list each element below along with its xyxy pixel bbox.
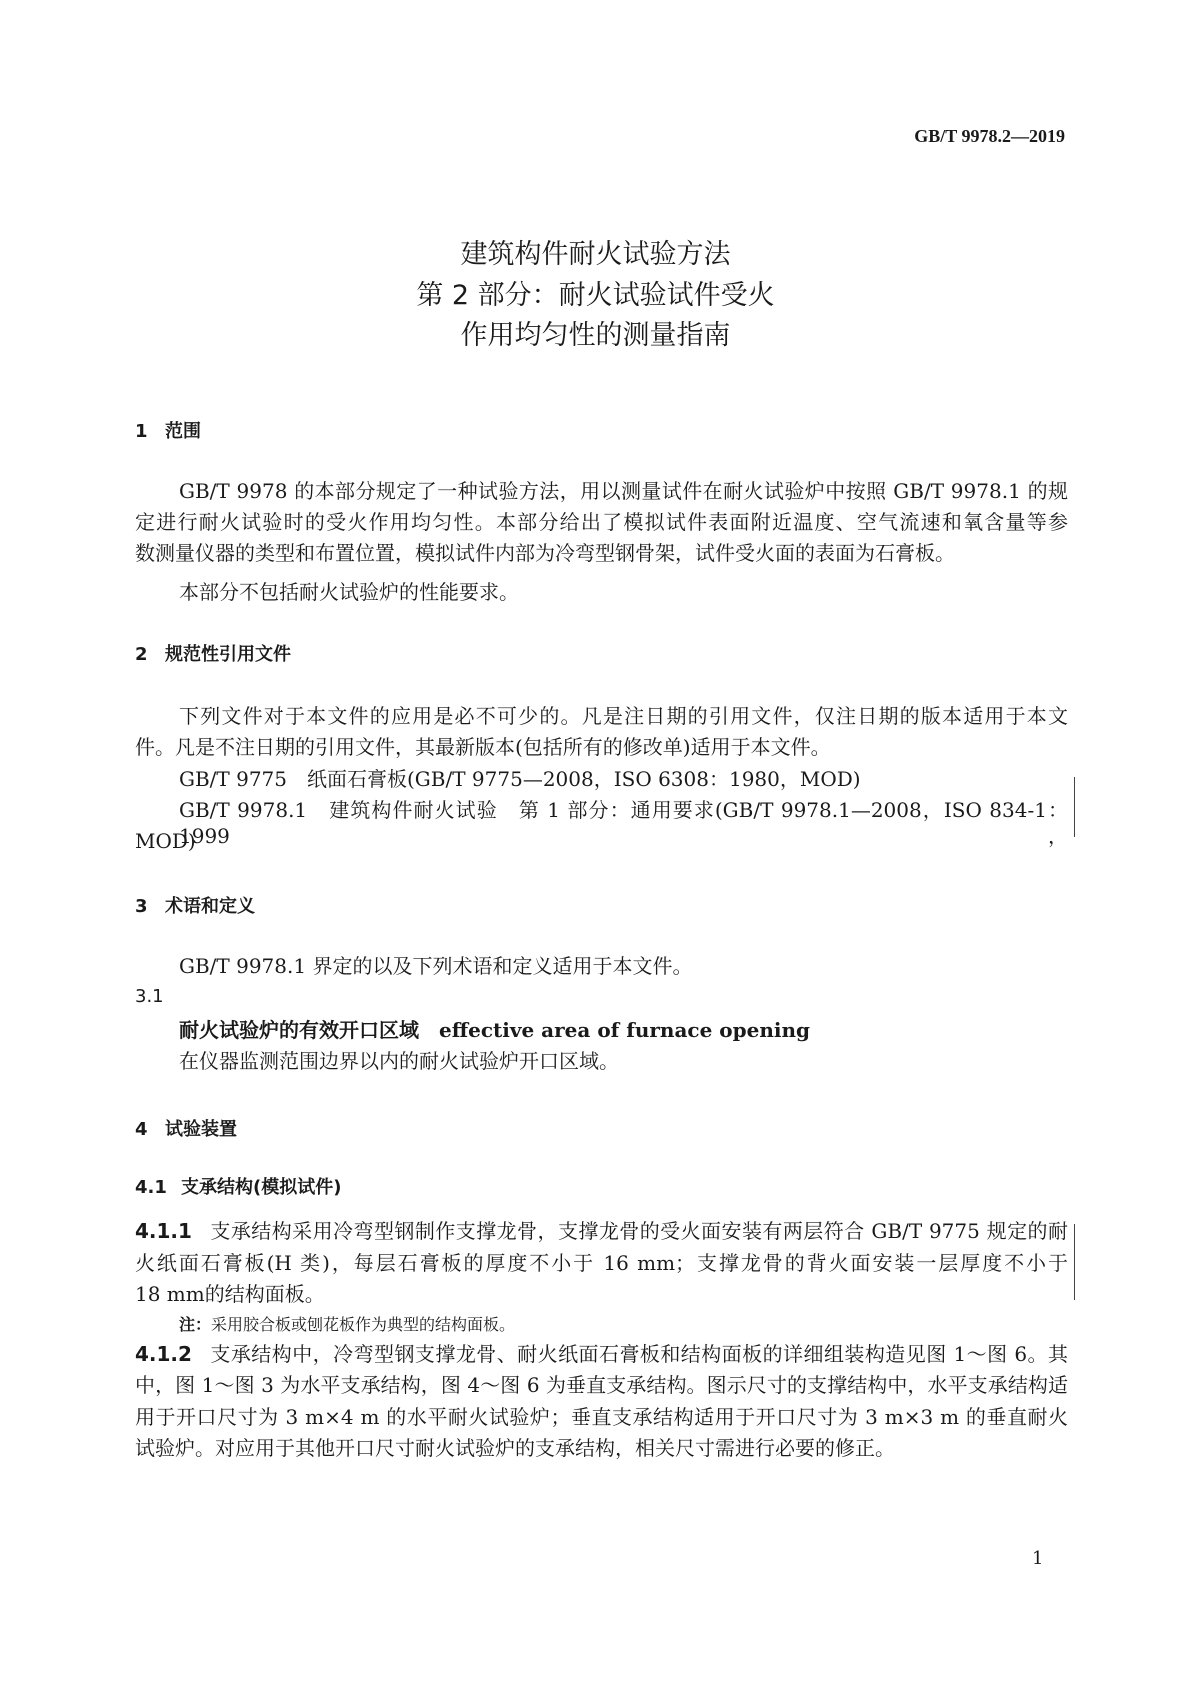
term-title: 耐火试验炉的有效开口区域 effective area of furnace opening xyxy=(179,1018,810,1042)
clause-4-1-2-line: 中，图 1～图 3 为水平支承结构，图 4～图 6 为垂直支承结构。图示尺寸的支撑结构中，水平支承结构适 xyxy=(135,1373,1068,1397)
clause-4-1-1-line: 4.1.1 支承结构采用冷弯型钢制作支撑龙骨，支撑龙骨的受火面安装有两层符合 GB/T 9775 规定的耐 xyxy=(135,1219,1068,1243)
term-definition: 在仪器监测范围边界以内的耐火试验炉开口区域。 xyxy=(179,1049,619,1073)
section-3-heading: 3 术语和定义 xyxy=(135,896,255,917)
paragraph-line: 本部分不包括耐火试验炉的性能要求。 xyxy=(179,580,519,604)
section-4-heading: 4 试验装置 xyxy=(135,1119,237,1140)
clause-4-1-2-line: 4.1.2 支承结构中，冷弯型钢支撑龙骨、耐火纸面石膏板和结构面板的详细组装构造见图 1～图 6。其 xyxy=(135,1342,1068,1366)
reference-gbt9775: GB/T 9775 纸面石膏板(GB/T 9775—2008，ISO 6308：1980，MOD) xyxy=(179,767,861,791)
reference-gbt9978-1-cont: MOD) xyxy=(135,829,196,853)
clause-4-1-1-line: 18 mm的结构面板。 xyxy=(135,1282,325,1306)
paragraph-line: 数测量仪器的类型和布置位置，模拟试件内部为冷弯型钢骨架，试件受火面的表面为石膏板。 xyxy=(135,541,955,565)
paragraph-line: GB/T 9978.1 界定的以及下列术语和定义适用于本文件。 xyxy=(179,954,693,978)
title-line-3: 作用均匀性的测量指南 xyxy=(460,320,731,351)
reference-gbt9978-1: GB/T 9978.1 建筑构件耐火试验 第 1 部分：通用要求(GB/T 9978.1—2008，ISO 834-1：1999， xyxy=(179,798,1068,848)
change-bar xyxy=(1074,777,1075,837)
paragraph-line: 下列文件对于本文件的应用是必不可少的。凡是注日期的引用文件，仅注日期的版本适用于本文 xyxy=(179,704,1068,728)
paragraph-line: 定进行耐火试验时的受火作用均匀性。本部分给出了模拟试件表面附近温度、空气流速和氧含量等参 xyxy=(135,510,1068,534)
change-bar xyxy=(1074,1224,1075,1300)
page-number: 1 xyxy=(1032,1548,1044,1569)
title-line-1: 建筑构件耐火试验方法 xyxy=(460,239,731,270)
section-4-1-heading: 4.1 支承结构(模拟试件) xyxy=(135,1177,342,1198)
section-2-heading: 2 规范性引用文件 xyxy=(135,644,291,665)
clause-4-1-2-line: 用于开口尺寸为 3 m×4 m 的水平耐火试验炉；垂直支承结构适用于开口尺寸为 3 m×3 m 的垂直耐火 xyxy=(135,1405,1068,1429)
clause-4-1-1-line: 火纸面石膏板(H 类)，每层石膏板的厚度不小于 16 mm；支撑龙骨的背火面安装一层厚度不小于 xyxy=(135,1251,1068,1275)
standard-number: GB/T 9978.2—2019 xyxy=(914,126,1065,146)
clause-4-1-2-line: 试验炉。对应用于其他开口尺寸耐火试验炉的支承结构，相关尺寸需进行必要的修正。 xyxy=(135,1436,895,1460)
section-1-heading: 1 范围 xyxy=(135,421,201,442)
term-number: 3.1 xyxy=(135,986,164,1007)
paragraph-line: GB/T 9978 的本部分规定了一种试验方法，用以测量试件在耐火试验炉中按照 GB/T 9978.1 的规 xyxy=(179,479,1068,503)
paragraph-line: 件。凡是不注日期的引用文件，其最新版本(包括所有的修改单)适用于本文件。 xyxy=(135,735,831,759)
title-line-2: 第 2 部分：耐火试验试件受火 xyxy=(416,280,775,311)
note: 注：采用胶合板或刨花板作为典型的结构面板。 xyxy=(179,1315,516,1334)
